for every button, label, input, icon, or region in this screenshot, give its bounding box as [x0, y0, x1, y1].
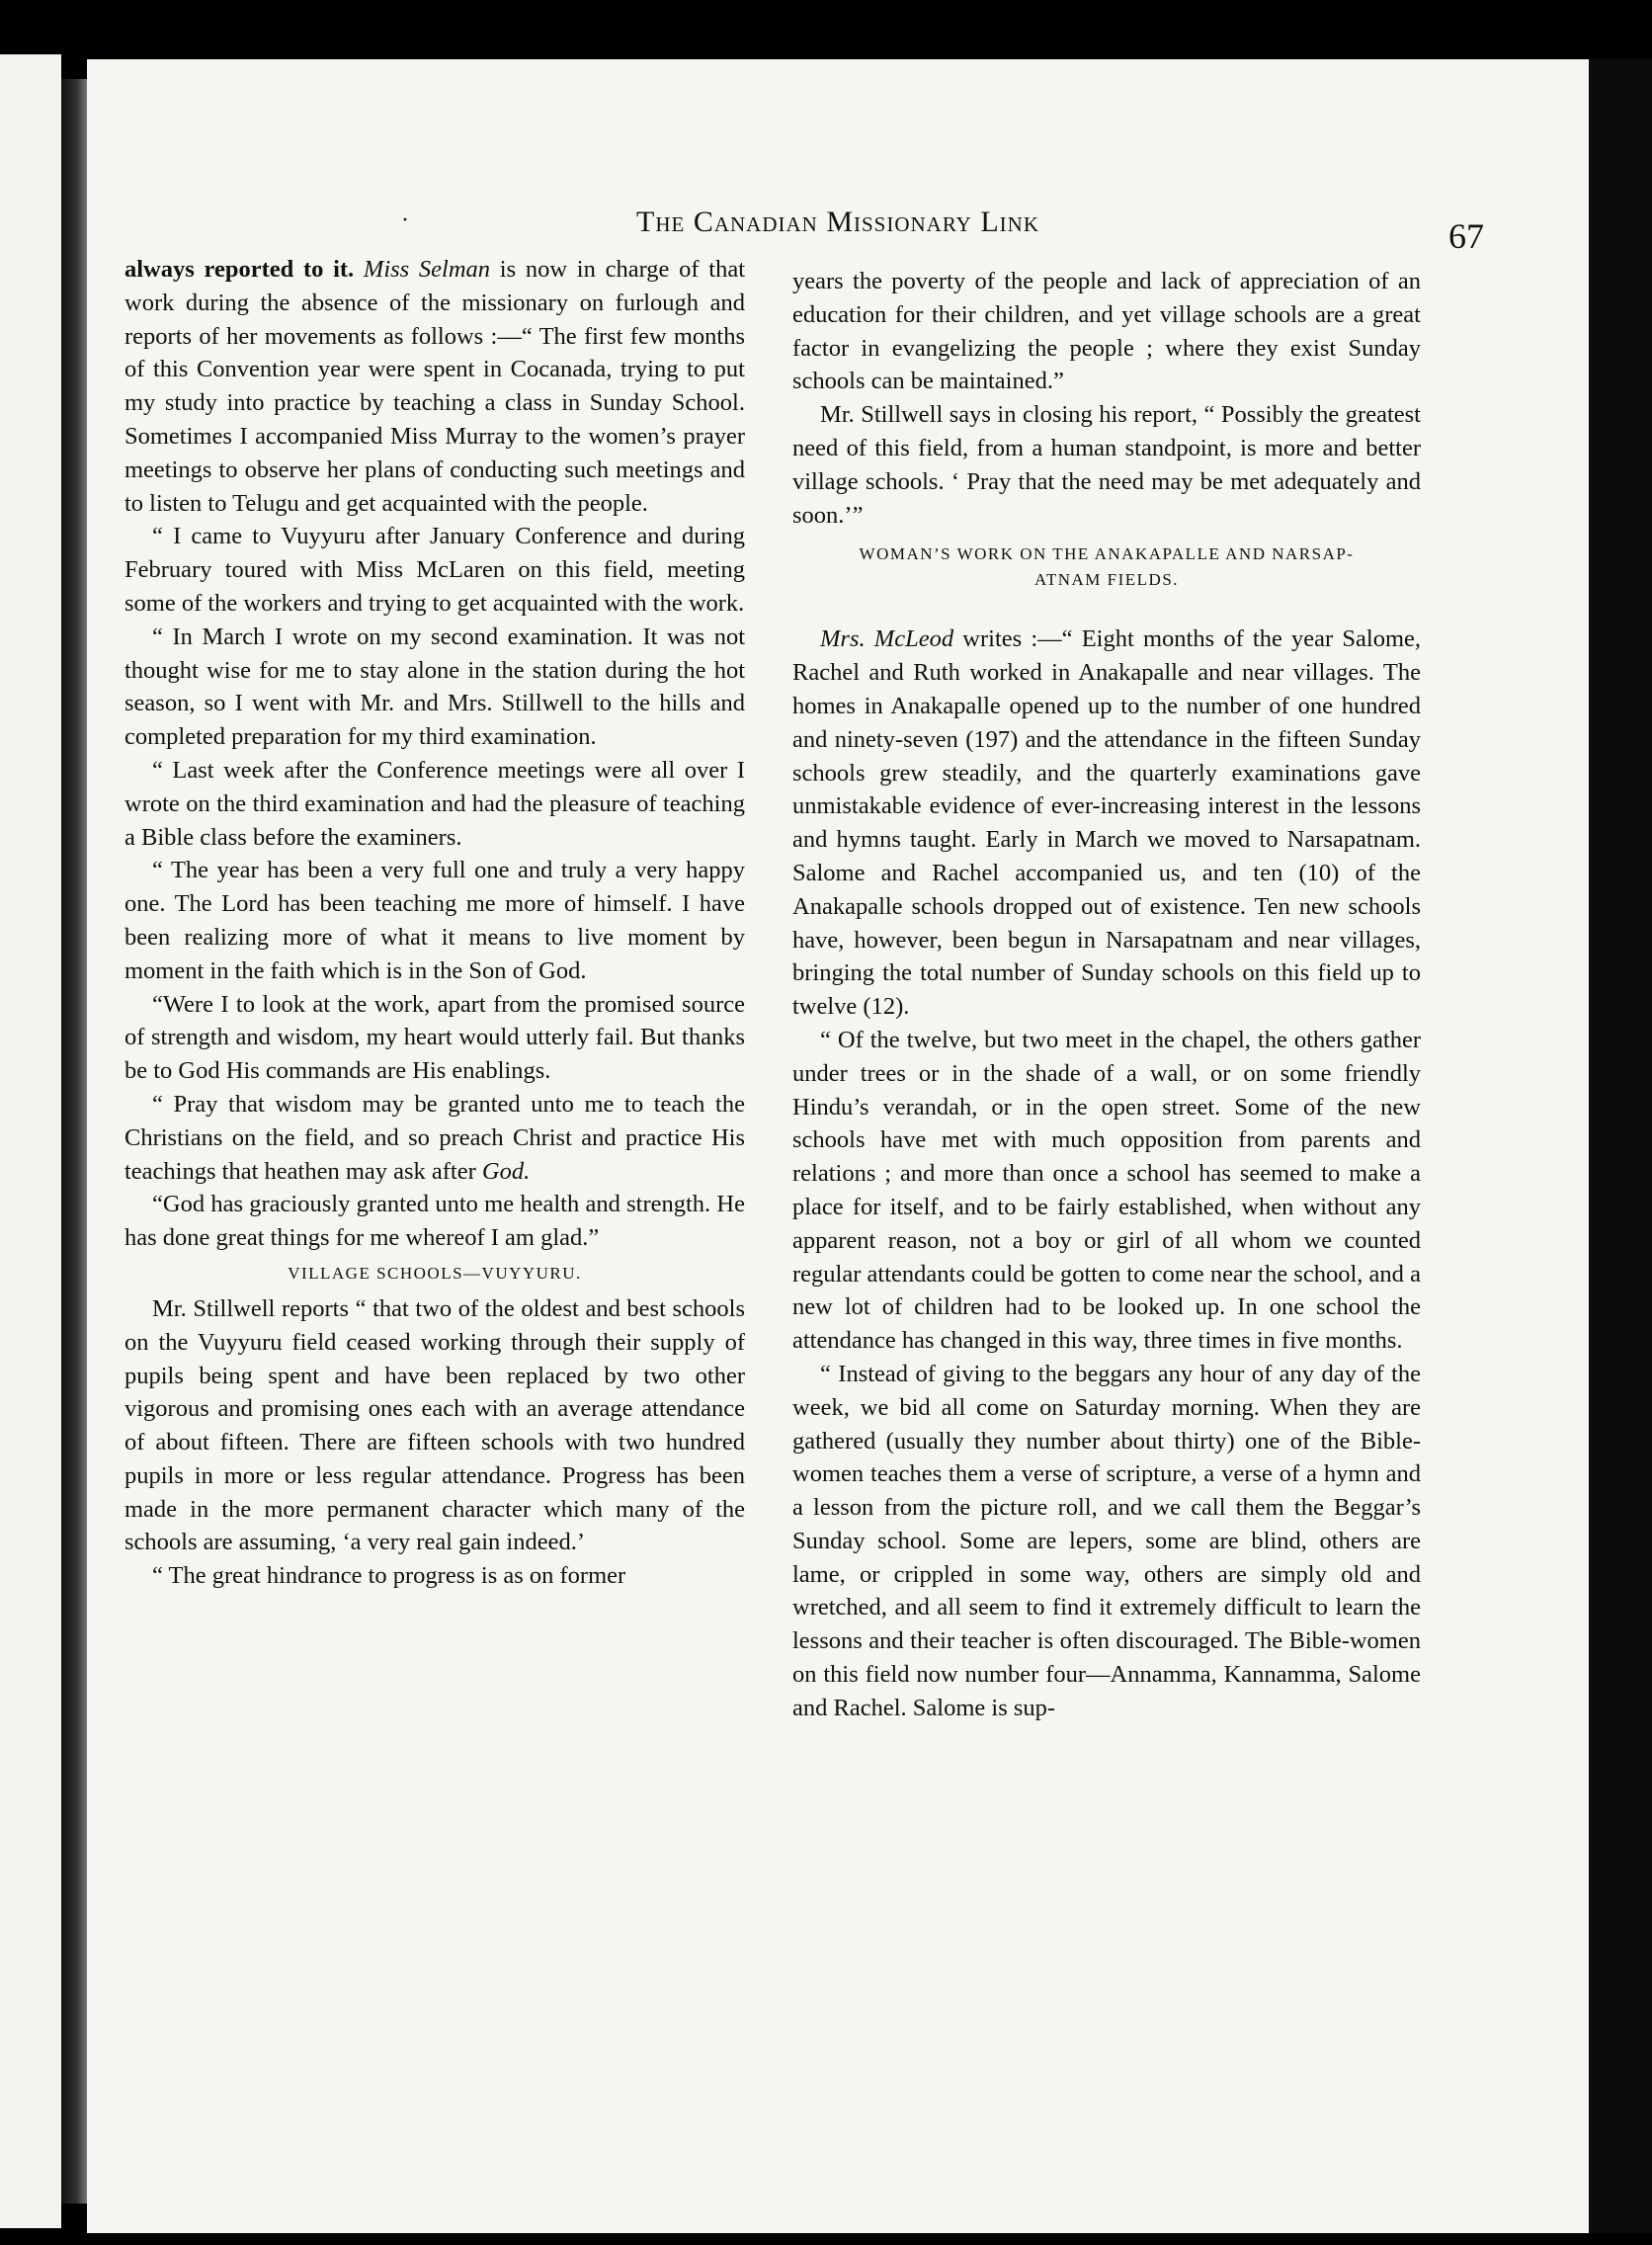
page-number: 67	[1448, 216, 1484, 256]
right-page-edge	[1589, 59, 1652, 2233]
paragraph: “God has graciously granted unto me health and strength. He has done great things for me whereof I am glad.”	[124, 1191, 745, 1252]
paragraph: Mrs. McLeod writes :—“ Eight months of the year Salome, Rachel and Ruth worked in Anakapalle and near villages. The homes in Anakapalle opened up to the number of one hundred and ninety-seven (197) and the attendance in the fifteen Sunday schools grew steadily, and the quarterly examinations gave unmistakable evidence of ever-increasing interest in the lessons and hymns taught. Early in March we moved to Narsapatnam. Salome and Rachel accompanied us, and ten (10) of the Anakapalle schools dropped out of existence. Ten new schools have, however, been begun in Narsapatnam and near villages, bringing the total number of Sunday schools on this field up to twelve (12).	[792, 625, 1421, 1021]
paragraph: “ Of the twelve, but two meet in the chapel, the others gather under trees or in the shade of a wall, or on some friendly Hindu’s verandah, or in the open street. Some of the new schools have met with much opposition from parents and relations ; and more than once a school has seemed to make a place for itself, and to be fairly established, when without any apparent reason, not a boy or girl of all whom we counted regular attendants could be gotten to come near the school, and a new lot of children had to be looked up. In one school the attendance has changed in this way, three times in five months.	[792, 1026, 1421, 1355]
paragraph: Mr. Stillwell says in closing his report, “ Possibly the greatest need of this field, from a human standpoint, is more and better village schools. ‘ Pray that the need may be met adequately and soon.’”	[792, 401, 1421, 529]
running-header: · The Canadian Missionary Link	[401, 206, 1039, 238]
paragraph: “ I came to Vuyyuru after January Conference and during February toured with Miss McLaren on this field, meeting some of the workers and trying to get acquainted with the work.	[124, 523, 745, 617]
paragraph: always reported to it. Miss Selman is now in charge of that work during the absence of the missionary on furlough and reports of her movements as follows :—“ The first few months of this Convention year were spent in Cocanada, trying to put my study into practice by teaching a class in Sunday School. Sometimes I accompanied Miss Murray to the women’s prayer meetings to observe her plans of conducting such meetings and to listen to Telugu and get acquainted with the people.	[124, 256, 746, 517]
paragraph: years the poverty of the people and lack of appreciation of an education for their children, and yet village schools are a great factor in evangelizing the people ; where they exist Sunday schools can be maintained.”	[792, 268, 1421, 395]
paragraph: “ Instead of giving to the beggars any hour of any day of the week, we bid all come on Saturday morning. When they are gathered (usually they number about thirty) one of the Bible-women teaches them a verse of scripture, a verse of a hymn and a lesson from the picture roll, and we call them the Beggar’s Sunday school. Some are lepers, some are blind, others are lame, or crippled in some way, others are simply old and wretched, and all seem to find it extremely difficult to learn the lessons and their teacher is often discouraged. The Bible-women on this field now number four—Annamma, Kannamma, Salome and Rachel. Salome is sup-	[792, 1360, 1421, 1721]
paragraph: “ In March I wrote on my second examination. It was not thought wise for me to stay alone in the station during the hot season, so I went with Mr. and Mrs. Stillwell to the hills and completed preparation for my third examination.	[124, 623, 745, 751]
paragraph: “ Last week after the Conference meetings were all over I wrote on the third examination and had the pleasure of teaching a Bible class before the examiners.	[124, 756, 745, 851]
right-column	[792, 265, 1421, 1725]
section-heading: WOMAN’S WORK ON THE ANAKAPALLE AND NARSAP- ATNAM FIELDS.	[859, 544, 1355, 590]
paragraph: “ Pray that wisdom may be granted unto me to teach the Christians on the field, and so preach Christ and practice His teachings that heathen may ask after God.	[124, 1090, 745, 1185]
paragraph: Mr. Stillwell reports “ that two of the oldest and best schools on the Vuyyuru field ceased working through their supply of pupils being spent and have been replaced by two other vigorous and promising ones each with an average attendance of about fifteen. There are fifteen schools with two hundred pupils in more or less regular attendance. Progress has been made in the more permanent character which many of the schools are assuming, ‘a very real gain indeed.’	[124, 1294, 745, 1556]
book-gutter-shadow	[61, 79, 87, 2203]
paragraph: “Were I to look at the work, apart from the promised source of strength and wisdom, my heart would utterly fail. But thanks be to God His commands are His enablings.	[124, 990, 745, 1085]
paragraph: “ The great hindrance to progress is as on former	[152, 1562, 626, 1590]
left-column	[124, 253, 745, 1593]
running-title: The Canadian Missionary Link	[636, 206, 1039, 238]
section-heading: VILLAGE SCHOOLS—VUYYURU.	[288, 1263, 582, 1283]
paragraph: “ The year has been a very full one and truly a very happy one. The Lord has been teaching me more of himself. I have been realizing more of what it means to live moment by moment in the faith which is in the Son of God.	[124, 857, 745, 984]
adjacent-page-edge	[0, 54, 61, 2228]
